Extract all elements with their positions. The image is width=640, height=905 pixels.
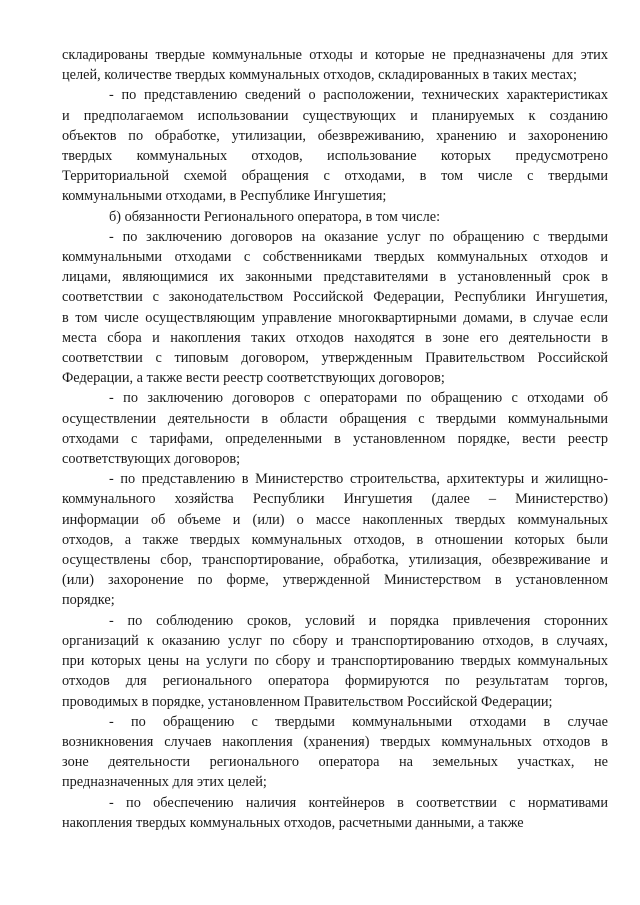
text-line: - по заключению договоров на оказание услуг по обращению с твердыми [109, 228, 608, 245]
paragraph [62, 611, 608, 712]
paragraph [62, 469, 608, 610]
text-line: и предполагаемом использовании существующих и планируемых к созданию [62, 107, 608, 124]
paragraph [62, 712, 608, 793]
text-line: - по соблюдению сроков, условий и порядка привлечения сторонних [109, 612, 608, 629]
text-line: порядке; [62, 592, 115, 609]
text-line: Федерации, а также вести реестр соответствующих договоров; [62, 370, 445, 387]
paragraph [62, 85, 608, 206]
text-line: осуществлены сбор, транспортирование, обработка, утилизация, обезвреживание и [62, 552, 608, 569]
text-line: (или) захоронение по форме, утвержденной Министерством в установленном [62, 572, 608, 589]
text-line: объектов по обработке, утилизации, обезвреживанию, хранению и захоронению [62, 127, 608, 144]
text-line: проводимых в порядке, установленном Правительством Российской Федерации; [62, 693, 553, 710]
text-line: соответствии с типовым договором, утвержденным Правительством Российской [62, 350, 608, 367]
text-line: возникновения случаев накопления (хранения) твердых коммунальных отходов в [62, 733, 608, 750]
text-line: соответствующих договоров; [62, 451, 241, 468]
text-line: Территориальной схемой обращения с отходами, в том числе с твердыми [62, 168, 608, 185]
text-line: в том числе осуществляющим управление многоквартирными домами, в случае если [62, 309, 608, 326]
paragraph [62, 45, 608, 85]
paragraph [62, 793, 608, 833]
text-line: при которых цены на услуги по сбору и транспортированию твердых коммунальных [62, 653, 608, 670]
text-line: коммунального хозяйства Республики Ингушетия (далее – Министерство) [62, 491, 608, 508]
text-line: коммунальными отходами с собственниками твердых коммунальных отходов и [62, 249, 608, 266]
text-line: целей, количестве твердых коммунальных отходов, складированных в таких местах; [62, 67, 578, 84]
text-line: твердых коммунальных отходов, использование которых предусмотрено [62, 148, 608, 165]
text-line: накопления твердых коммунальных отходов, расчетными данными, а также [62, 814, 524, 831]
text-line: осуществлении деятельности в области обращения с твердыми коммунальными [62, 410, 608, 427]
text-line: отходов для регионального оператора формируются по результатам торгов, [62, 673, 608, 690]
text-line: - по представлению в Министерство строительства, архитектуры и жилищно- [109, 471, 608, 488]
text-line: информации об объеме и (или) о массе накопленных твердых коммунальных [62, 511, 608, 528]
text-line: зоне деятельности регионального оператора на земельных участках, не [62, 754, 608, 771]
text-line: организаций к оказанию услуг по сбору и транспортированию отходов, в случаях, [62, 632, 608, 649]
text-line: - по представлению сведений о расположении, технических характеристиках [109, 87, 608, 104]
paragraph [62, 227, 608, 389]
text-line: места сбора и накопления таких отходов находятся в зоне его деятельности в [62, 329, 608, 346]
paragraph [62, 388, 608, 469]
text-line: - по обращению с твердыми коммунальными отходами в случае [109, 713, 608, 730]
text-line: предназначенных для этих целей; [62, 774, 267, 791]
text-line: коммунальными отходами, в Республике Ингушетия; [62, 188, 387, 205]
text-line: лицами, являющимися их законными представителями в установленный срок в [62, 269, 608, 286]
text-line: складированы твердые коммунальные отходы и которые не предназначены для этих [62, 47, 608, 63]
text-line: отходами с тарифами, определенными в установленном порядке, вести реестр [62, 430, 608, 447]
text-line: - по заключению договоров с операторами по обращению с отходами об [109, 390, 608, 407]
text-line: отходов, а также твердых коммунальных отходов, в отношении которых были [62, 531, 608, 548]
paragraph [62, 207, 608, 227]
text-line: б) обязанности Регионального оператора, в том числе: [109, 208, 441, 225]
text-line: - по обеспечению наличия контейнеров в соответствии с нормативами [109, 794, 608, 811]
text-line: соответствии с законодательством Российской Федерации, Республики Ингушетия, [62, 289, 608, 306]
